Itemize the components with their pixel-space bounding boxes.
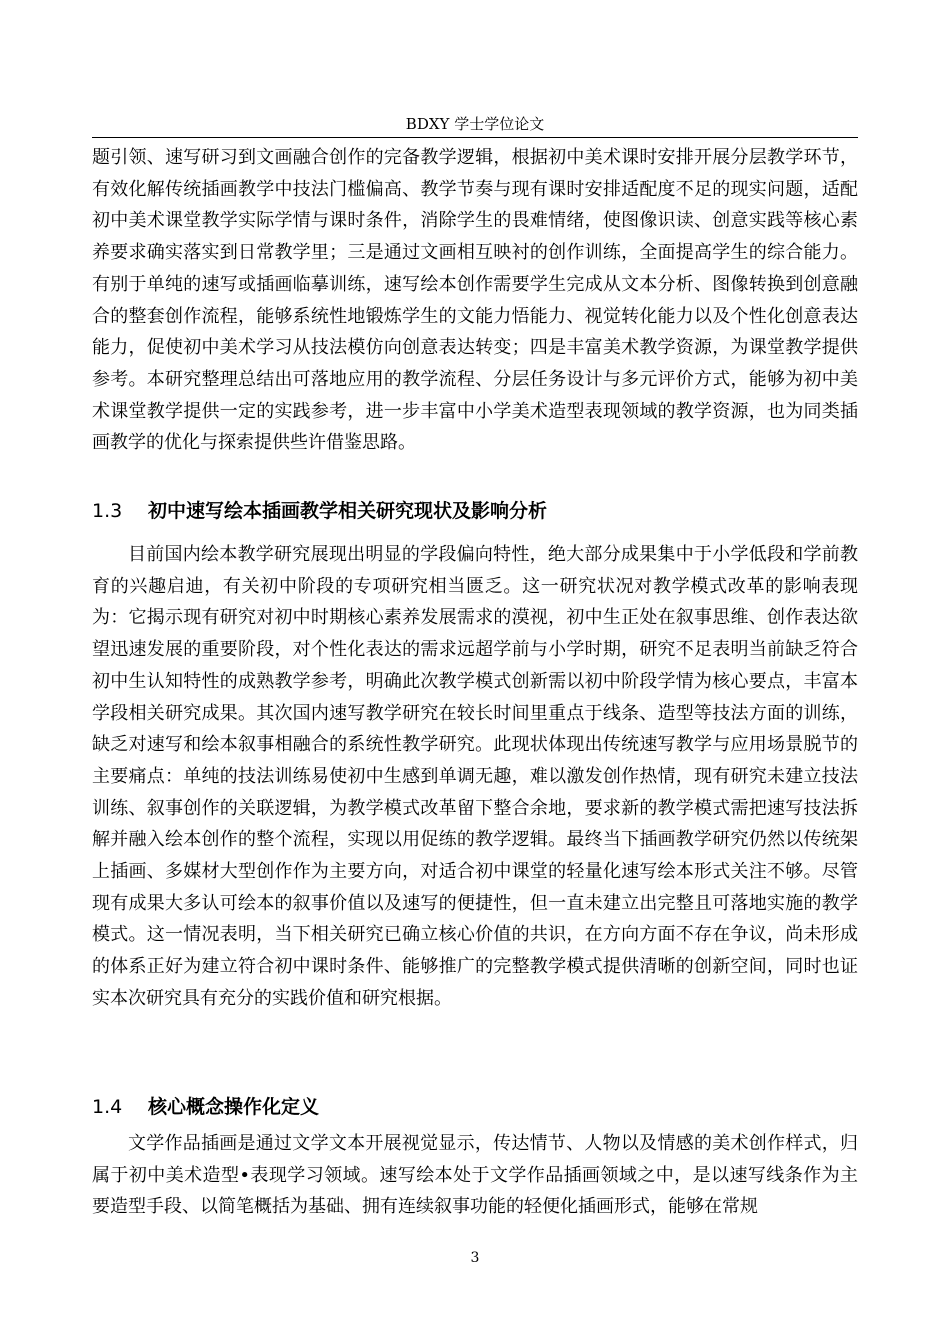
section-title: 初中速写绘本插画教学相关研究现状及影响分析 <box>148 500 548 522</box>
section-title: 核心概念操作化定义 <box>148 1096 320 1118</box>
paragraph-continuation: 题引领、速写研习到文画融合创作的完备教学逻辑，根据初中美术课时安排开展分层教学环节，有效化解传统插画教学中技法门槛偏高、教学节奏与现有课时安排适配度不足的现实问题，适配初中美术课堂教学实际学情与课时条件，消除学生的畏难情绪，使图像识读、创意实践等核心素养要求确实落实到日常教学里；三是通过文画相互映衬的创作训练，全面提高学生的综合能力。有别于单纯的速写或插画临摹训练，速写绘本创作需要学生完成从文本分析、图像转换到创意融合的整套创作流程，能够系统性地锻炼学生的文能力悟能力、视觉转化能力以及个性化创意表达能力，促使初中美术学习从技法模仿向创意表达转变；四是丰富美术教学资源，为课堂教学提供参考。本研究整理总结出可落地应用的教学流程、分层任务设计与多元评价方式，能够为初中美术课堂教学提供一定的实践参考，进一步丰富中小学美术造型表现领域的教学资源，也为同类插画教学的优化与探索提供些许借鉴思路。 <box>92 147 858 454</box>
paragraph-section-1-3: 目前国内绘本教学研究展现出明显的学段偏向特性，绝大部分成果集中于小学低段和学前教育的兴趣启迪，有关初中阶段的专项研究相当匮乏。这一研究状况对教学模式改革的影响表现为：它揭示现有研究对初中时期核心素养发展需求的漠视，初中生正处在叙事思维、创作表达欲望迅速发展的重要阶段，对个性化表达的需求远超学前与小学时期，研究不足表明当前缺乏符合初中生认知特性的成熟教学参考，明确此次教学模式创新需以初中阶段学情为核心要点，丰富本学段相关研究成果。其次国内速写教学研究在较长时间里重点于线条、造型等技法方面的训练，缺乏对速写和绘本叙事相融合的系统性教学研究。此现状体现出传统速写教学与应用场景脱节的主要痛点：单纯的技法训练易使初中生感到单调无趣，难以激发创作热情，现有研究未建立技法训练、叙事创作的关联逻辑，为教学模式改革留下整合余地，要求新的教学模式需把速写技法拆解并融入绘本创作的整个流程，实现以用促练的教学逻辑。最终当下插画教学研究仍然以传统架上插画、多媒材大型创作作为主要方向，对适合初中课堂的轻量化速写绘本形式关注不够。尽管现有成果大多认可绘本的叙事价值以及速写的便捷性，但一直未建立出完整且可落地实施的教学模式。这一情况表明，当下相关研究已确立核心价值的共识，在方向方面不存在争议，尚未形成的体系正好为建立符合初中课时条件、能够推广的完整教学模式提供清晰的创新空间，同时也证实本次研究具有充分的实践价值和研究根据。 <box>92 544 858 1009</box>
section-number: 1.4 <box>92 1096 123 1118</box>
section-number: 1.3 <box>92 500 123 522</box>
header-rule <box>92 137 858 138</box>
section-heading-1-4 <box>92 1093 858 1121</box>
running-header: BDXY 学士学位论文 <box>405 115 545 133</box>
section-heading-1-3 <box>92 497 858 525</box>
paragraph-section-1-4: 文学作品插画是通过文学文本开展视觉显示，传达情节、人物以及情感的美术创作样式，归属于初中美术造型•表现学习领域。速写绘本处于文学作品插画领域之中，是以速写线条作为主要造型手段、以简笔概括为基础、拥有连续叙事功能的轻便化插画形式，能够在常规 <box>92 1133 858 1218</box>
page-number: 3 <box>470 1250 480 1266</box>
